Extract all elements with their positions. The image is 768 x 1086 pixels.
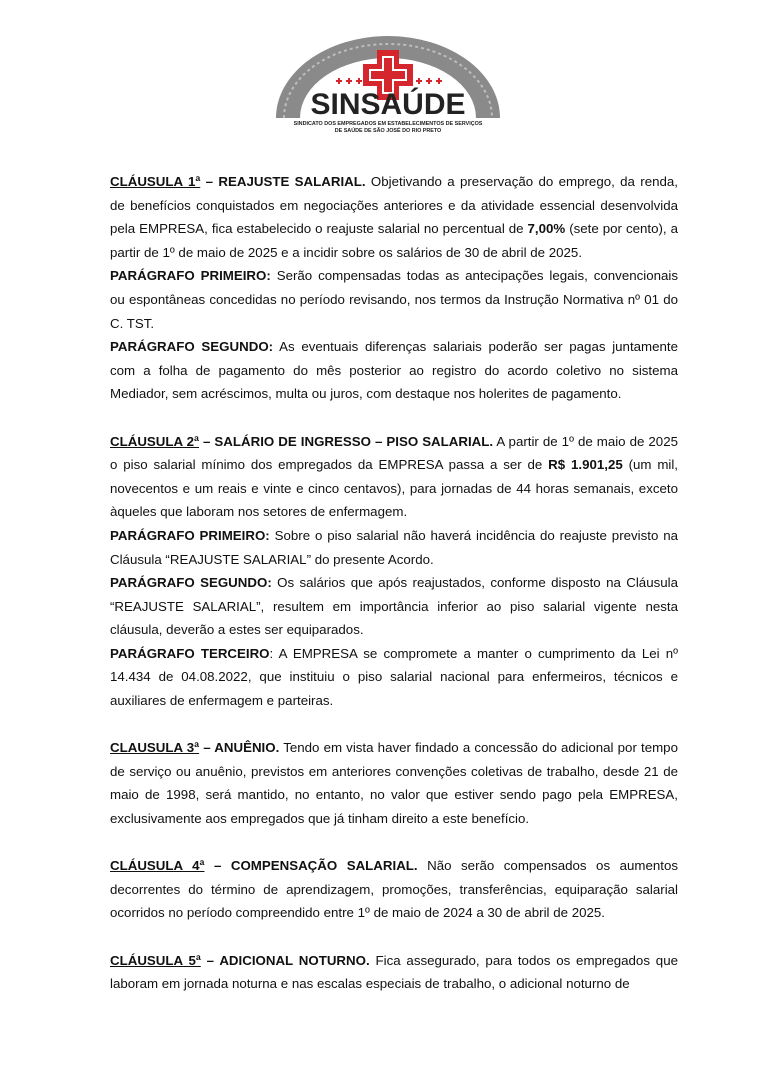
clause-4-title: – COMPENSAÇÃO SALARIAL. xyxy=(204,858,418,874)
clause-1-paragraph-2 xyxy=(110,335,678,406)
clause-2-heading: CLÁUSULA 2ª xyxy=(110,433,199,449)
logo-name: SINSAÚDE xyxy=(310,88,466,121)
clause-3 xyxy=(110,736,678,830)
clause-1-text2: (sete por cento), a partir de 1º de maio de 2025 e a incidir sobre os salários de 30 de abril de 2025. xyxy=(110,221,678,260)
logo-subtitle-line1: SINDICATO DOS EMPREGADOS EM ESTABELECIMENTOS DE SERVIÇOS xyxy=(293,121,483,127)
clause-5-title: – ADICIONAL NOTURNO. xyxy=(200,952,370,968)
clause-2-title: – SALÁRIO DE INGRESSO – PISO SALARIAL. xyxy=(198,433,494,449)
clause-2-p2-label: PARÁGRAFO SEGUNDO: xyxy=(110,575,272,591)
clause-3-text: Tendo em vista haver findado a concessão do adicional por tempo de serviço ou anuênio, previstos em anteriores convenções coletivas de trabalho, desde 21 de maio de 1998, será mantido, no entanto, no valor que estiver sendo pago pela EMPRESA, exclusivamente aos empregados que já tinham direito a este benefício. xyxy=(110,740,678,827)
clause-5 xyxy=(110,949,678,996)
clause-4-text: Não serão compensados os aumentos decorrentes do término de aprendizagem, promoções, transferências, equiparação salarial ocorridos no período compreendido entre 1º de maio de 2024 a 30 de abril de 2025. xyxy=(110,858,678,921)
clause-2-p1-label: PARÁGRAFO PRIMEIRO: xyxy=(110,527,270,543)
spacer xyxy=(110,831,678,855)
clause-3-heading: CLAUSULA 3ª xyxy=(110,740,200,756)
clause-2-p2-text: Os salários que após reajustados, conforme disposto na Cláusula “REAJUSTE SALARIAL”, resultem em importância inferior ao piso salarial vigente nesta cláusula, deverão a estes ser equiparados. xyxy=(110,575,678,638)
spacer xyxy=(110,713,678,737)
clause-1-percent: 7,00% xyxy=(527,221,566,237)
clause-2-paragraph-3 xyxy=(110,642,678,713)
clause-1-title: – REAJUSTE SALARIAL. xyxy=(200,174,366,189)
clause-2-text2: (um mil, novecentos e um reais e vinte e cinco centavos), para jornadas de 44 horas semanais, exceto àqueles que laboram nos setores de enfermagem. xyxy=(110,457,679,520)
clause-2-p3-label: PARÁGRAFO TERCEIRO xyxy=(110,645,270,661)
sinsaude-logo xyxy=(270,32,506,144)
spacer xyxy=(110,925,678,949)
clause-2-p1-text: Sobre o piso salarial não haverá incidência do reajuste previsto na Cláusula “REAJUSTE SALARIAL” do presente Acordo. xyxy=(110,527,679,567)
clause-1-p1-text: Serão compensadas todas as antecipações legais, convencionais ou espontâneas concedidas no período revisando, nos termos da Instrução Normativa nº 01 do C. TST. xyxy=(110,268,679,331)
clause-2 xyxy=(110,430,678,524)
clause-2-paragraph-2 xyxy=(110,571,678,642)
clause-2-p3-text: : A EMPRESA se compromete a manter o cumprimento da Lei nº 14.434 de 04.08.2022, que instituiu o piso salarial nacional para enfermeiros, técnicos e auxiliares de enfermagem e parteiras. xyxy=(110,645,678,709)
clause-1-p1-label: PARÁGRAFO PRIMEIRO: xyxy=(110,268,271,284)
document-body xyxy=(110,170,678,996)
clause-1-paragraph-1 xyxy=(110,264,678,335)
spacer xyxy=(110,406,678,430)
clause-1-text1: Objetivando a preservação do emprego, da renda, de benefícios conquistados em negociações anteriores e da atividade essencial desenvolvida pela EMPRESA, fica estabelecido o reajuste salarial no percentual de xyxy=(110,174,678,237)
clause-1-p2-text: As eventuais diferenças salariais poderão ser pagas juntamente com a folha de pagamento do mês posterior ao registro do acordo coletivo no sistema Mediador, sem acréscimos, multa ou juros, com destaque nos holerites de pagamento. xyxy=(110,339,678,402)
clause-3-title: – ANUÊNIO. xyxy=(199,740,280,756)
clause-4-heading: CLÁUSULA 4ª xyxy=(110,858,205,874)
clause-5-text: Fica assegurado, para todos os empregados que laboram em jornada noturna e nas escalas especiais de trabalho, o adicional noturno de xyxy=(110,952,678,992)
logo-subtitle-line2: DE SAÚDE DE SÃO JOSÉ DO RIO PRETO xyxy=(334,128,442,134)
clause-1-heading: CLÁUSULA 1ª xyxy=(110,174,201,189)
clause-5-heading: CLÁUSULA 5ª xyxy=(110,952,201,968)
clause-1 xyxy=(110,170,678,264)
clause-2-paragraph-1 xyxy=(110,524,678,571)
clause-2-amount: R$ 1.901,25 xyxy=(548,457,623,473)
clause-1-p2-label: PARÁGRAFO SEGUNDO: xyxy=(110,339,274,355)
clause-4 xyxy=(110,854,678,925)
clause-2-text1: A partir de 1º de maio de 2025 o piso salarial mínimo dos empregados da EMPRESA passa a ser de xyxy=(110,433,678,473)
